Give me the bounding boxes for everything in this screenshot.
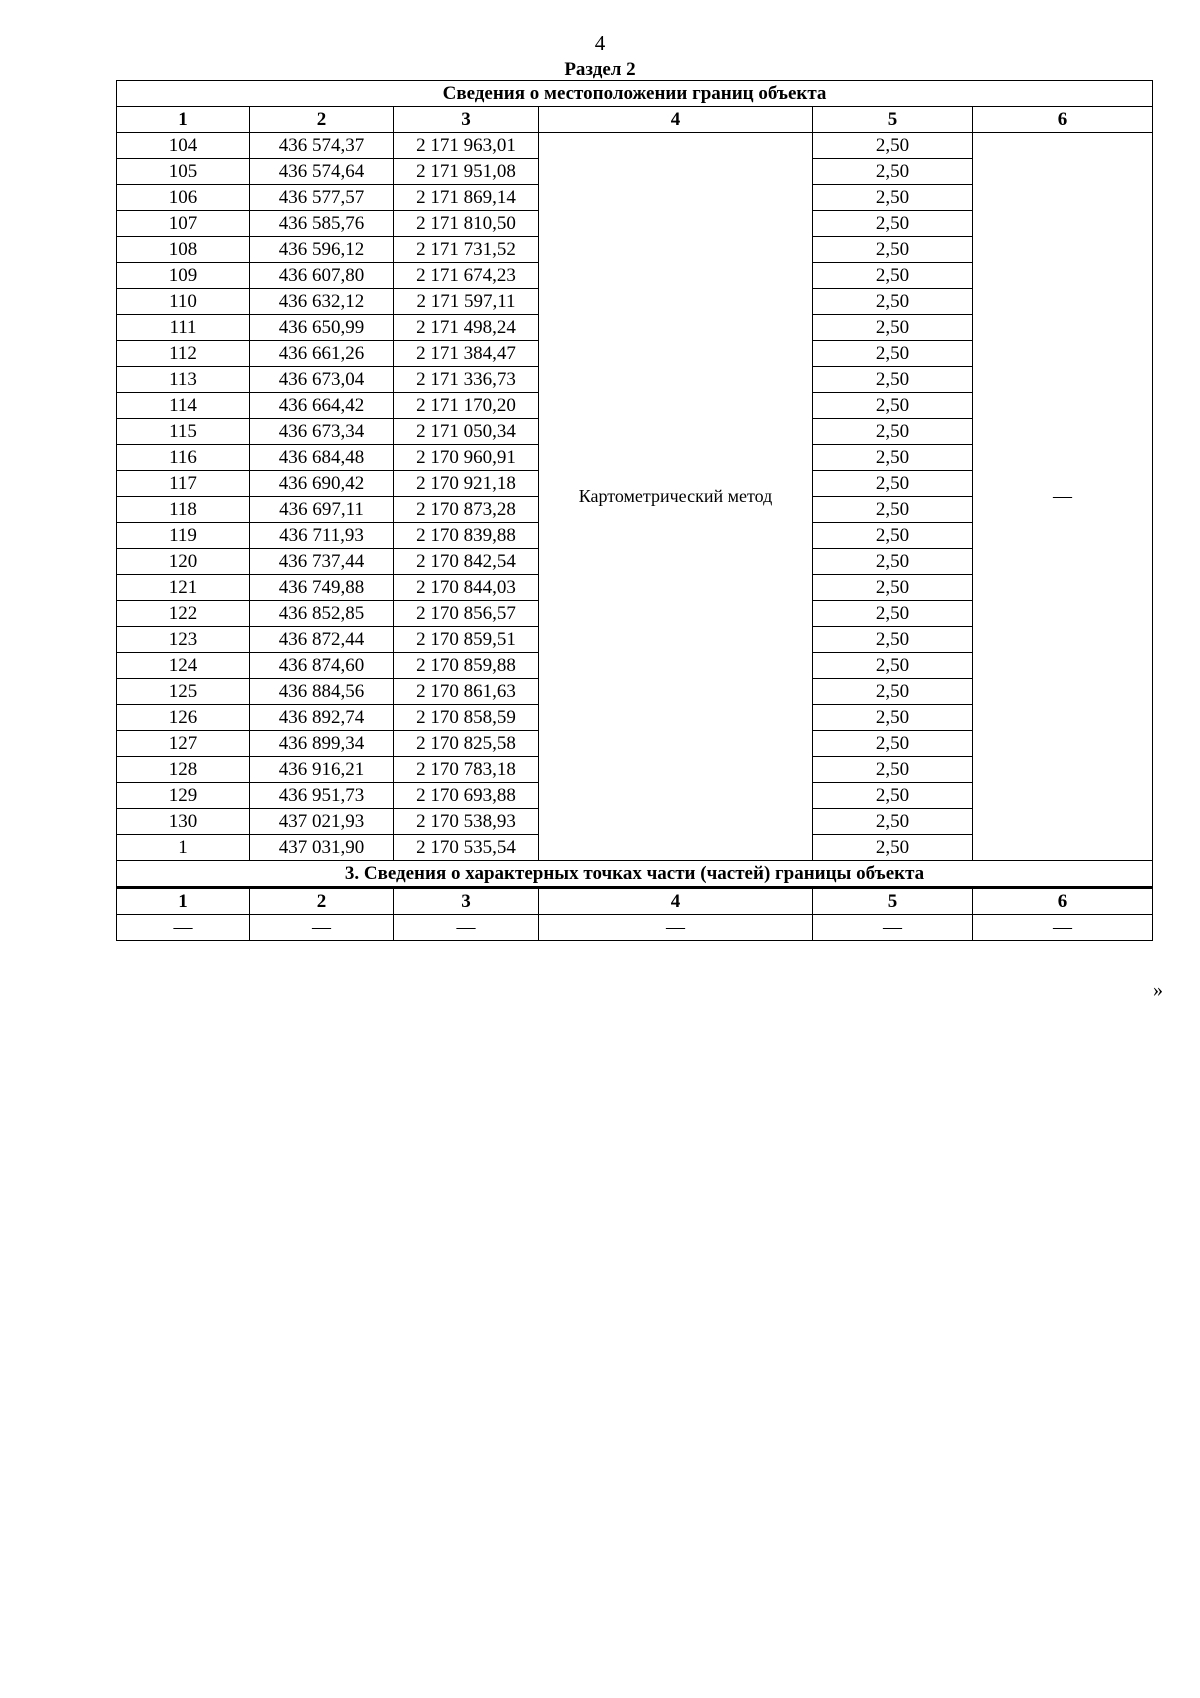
section3-value-cell: —: [117, 915, 250, 941]
accuracy-cell: 2,50: [813, 159, 973, 185]
point-number-cell: 125: [117, 679, 250, 705]
section3-value-cell: —: [250, 915, 394, 941]
section3-column-header: 4: [539, 888, 813, 915]
accuracy-cell: 2,50: [813, 393, 973, 419]
x-coordinate-cell: 437 031,90: [250, 835, 394, 861]
y-coordinate-cell: 2 171 674,23: [394, 263, 539, 289]
y-coordinate-cell: 2 170 842,54: [394, 549, 539, 575]
point-number-cell: 106: [117, 185, 250, 211]
y-coordinate-cell: 2 170 960,91: [394, 445, 539, 471]
y-coordinate-cell: 2 170 535,54: [394, 835, 539, 861]
accuracy-cell: 2,50: [813, 653, 973, 679]
y-coordinate-cell: 2 171 170,20: [394, 393, 539, 419]
point-number-cell: 112: [117, 341, 250, 367]
point-number-cell: 126: [117, 705, 250, 731]
x-coordinate-cell: 436 690,42: [250, 471, 394, 497]
section3-header-row: [117, 888, 1153, 915]
y-coordinate-cell: 2 170 856,57: [394, 601, 539, 627]
x-coordinate-cell: 436 585,76: [250, 211, 394, 237]
boundary-table: [116, 80, 1153, 941]
accuracy-cell: 2,50: [813, 133, 973, 159]
point-number-cell: 109: [117, 263, 250, 289]
section3-value-cell: —: [813, 915, 973, 941]
method-cell: Картометрический метод: [539, 133, 813, 861]
column-header: 5: [813, 107, 973, 133]
x-coordinate-cell: 436 661,26: [250, 341, 394, 367]
point-number-cell: 115: [117, 419, 250, 445]
x-coordinate-cell: 436 872,44: [250, 627, 394, 653]
y-coordinate-cell: 2 170 873,28: [394, 497, 539, 523]
accuracy-cell: 2,50: [813, 757, 973, 783]
point-number-cell: 130: [117, 809, 250, 835]
point-number-cell: 123: [117, 627, 250, 653]
column-header: 4: [539, 107, 813, 133]
x-coordinate-cell: 436 899,34: [250, 731, 394, 757]
accuracy-cell: 2,50: [813, 445, 973, 471]
x-coordinate-cell: 436 884,56: [250, 679, 394, 705]
column-header: 3: [394, 107, 539, 133]
column-header: 1: [117, 107, 250, 133]
point-number-cell: 118: [117, 497, 250, 523]
column-header: 6: [973, 107, 1153, 133]
point-number-cell: 104: [117, 133, 250, 159]
x-coordinate-cell: 436 684,48: [250, 445, 394, 471]
table-title-row: [117, 81, 1153, 107]
point-number-cell: 122: [117, 601, 250, 627]
y-coordinate-cell: 2 170 859,88: [394, 653, 539, 679]
section3-column-header: 1: [117, 888, 250, 915]
section3-column-header: 6: [973, 888, 1153, 915]
y-coordinate-cell: 2 170 538,93: [394, 809, 539, 835]
x-coordinate-cell: 436 916,21: [250, 757, 394, 783]
point-number-cell: 129: [117, 783, 250, 809]
table-title: Сведения о местоположении границ объекта: [117, 81, 1153, 107]
table-row: [117, 133, 1153, 159]
y-coordinate-cell: 2 171 498,24: [394, 315, 539, 341]
point-number-cell: 108: [117, 237, 250, 263]
accuracy-cell: 2,50: [813, 783, 973, 809]
point-number-cell: 113: [117, 367, 250, 393]
y-coordinate-cell: 2 171 951,08: [394, 159, 539, 185]
x-coordinate-cell: 436 673,34: [250, 419, 394, 445]
accuracy-cell: 2,50: [813, 679, 973, 705]
x-coordinate-cell: 436 574,37: [250, 133, 394, 159]
accuracy-cell: 2,50: [813, 809, 973, 835]
section3-column-header: 5: [813, 888, 973, 915]
point-number-cell: 110: [117, 289, 250, 315]
section3-value-cell: —: [394, 915, 539, 941]
y-coordinate-cell: 2 171 597,11: [394, 289, 539, 315]
section3-value-cell: —: [539, 915, 813, 941]
accuracy-cell: 2,50: [813, 419, 973, 445]
section3-value-cell: —: [973, 915, 1153, 941]
point-number-cell: 128: [117, 757, 250, 783]
x-coordinate-cell: 436 711,93: [250, 523, 394, 549]
y-coordinate-cell: 2 170 858,59: [394, 705, 539, 731]
accuracy-cell: 2,50: [813, 367, 973, 393]
y-coordinate-cell: 2 171 869,14: [394, 185, 539, 211]
x-coordinate-cell: 436 749,88: [250, 575, 394, 601]
x-coordinate-cell: 436 673,04: [250, 367, 394, 393]
accuracy-cell: 2,50: [813, 627, 973, 653]
x-coordinate-cell: 436 574,64: [250, 159, 394, 185]
y-coordinate-cell: 2 170 861,63: [394, 679, 539, 705]
accuracy-cell: 2,50: [813, 835, 973, 861]
y-coordinate-cell: 2 171 384,47: [394, 341, 539, 367]
column-header: 2: [250, 107, 394, 133]
accuracy-cell: 2,50: [813, 549, 973, 575]
y-coordinate-cell: 2 170 859,51: [394, 627, 539, 653]
y-coordinate-cell: 2 171 963,01: [394, 133, 539, 159]
accuracy-cell: 2,50: [813, 705, 973, 731]
y-coordinate-cell: 2 170 825,58: [394, 731, 539, 757]
y-coordinate-cell: 2 170 921,18: [394, 471, 539, 497]
point-number-cell: 116: [117, 445, 250, 471]
section-title: Раздел 2: [564, 59, 636, 80]
y-coordinate-cell: 2 170 844,03: [394, 575, 539, 601]
section3-title: 3. Сведения о характерных точках части (частей) границы объекта: [117, 861, 1153, 888]
y-coordinate-cell: 2 170 839,88: [394, 523, 539, 549]
point-number-cell: 1: [117, 835, 250, 861]
accuracy-cell: 2,50: [813, 211, 973, 237]
column-header-row: [117, 107, 1153, 133]
point-number-cell: 127: [117, 731, 250, 757]
accuracy-cell: 2,50: [813, 289, 973, 315]
accuracy-cell: 2,50: [813, 523, 973, 549]
point-number-cell: 114: [117, 393, 250, 419]
accuracy-cell: 2,50: [813, 341, 973, 367]
x-coordinate-cell: 436 632,12: [250, 289, 394, 315]
x-coordinate-cell: 437 021,93: [250, 809, 394, 835]
x-coordinate-cell: 436 607,80: [250, 263, 394, 289]
y-coordinate-cell: 2 170 783,18: [394, 757, 539, 783]
boundary-table-body: [117, 81, 1153, 941]
x-coordinate-cell: 436 664,42: [250, 393, 394, 419]
closing-quote: »: [1153, 979, 1163, 1001]
y-coordinate-cell: 2 171 050,34: [394, 419, 539, 445]
y-coordinate-cell: 2 171 336,73: [394, 367, 539, 393]
column6-cell: —: [973, 133, 1153, 861]
point-number-cell: 117: [117, 471, 250, 497]
x-coordinate-cell: 436 951,73: [250, 783, 394, 809]
x-coordinate-cell: 436 697,11: [250, 497, 394, 523]
accuracy-cell: 2,50: [813, 263, 973, 289]
section3-title-row: [117, 861, 1153, 888]
accuracy-cell: 2,50: [813, 731, 973, 757]
x-coordinate-cell: 436 737,44: [250, 549, 394, 575]
x-coordinate-cell: 436 852,85: [250, 601, 394, 627]
x-coordinate-cell: 436 650,99: [250, 315, 394, 341]
x-coordinate-cell: 436 892,74: [250, 705, 394, 731]
y-coordinate-cell: 2 170 693,88: [394, 783, 539, 809]
accuracy-cell: 2,50: [813, 575, 973, 601]
point-number-cell: 111: [117, 315, 250, 341]
accuracy-cell: 2,50: [813, 315, 973, 341]
section3-column-header: 3: [394, 888, 539, 915]
x-coordinate-cell: 436 874,60: [250, 653, 394, 679]
x-coordinate-cell: 436 596,12: [250, 237, 394, 263]
page-number: 4: [594, 31, 606, 55]
accuracy-cell: 2,50: [813, 471, 973, 497]
point-number-cell: 124: [117, 653, 250, 679]
accuracy-cell: 2,50: [813, 601, 973, 627]
accuracy-cell: 2,50: [813, 497, 973, 523]
point-number-cell: 121: [117, 575, 250, 601]
point-number-cell: 120: [117, 549, 250, 575]
x-coordinate-cell: 436 577,57: [250, 185, 394, 211]
y-coordinate-cell: 2 171 731,52: [394, 237, 539, 263]
accuracy-cell: 2,50: [813, 185, 973, 211]
point-number-cell: 105: [117, 159, 250, 185]
accuracy-cell: 2,50: [813, 237, 973, 263]
point-number-cell: 119: [117, 523, 250, 549]
point-number-cell: 107: [117, 211, 250, 237]
section3-value-row: [117, 915, 1153, 941]
y-coordinate-cell: 2 171 810,50: [394, 211, 539, 237]
section3-column-header: 2: [250, 888, 394, 915]
